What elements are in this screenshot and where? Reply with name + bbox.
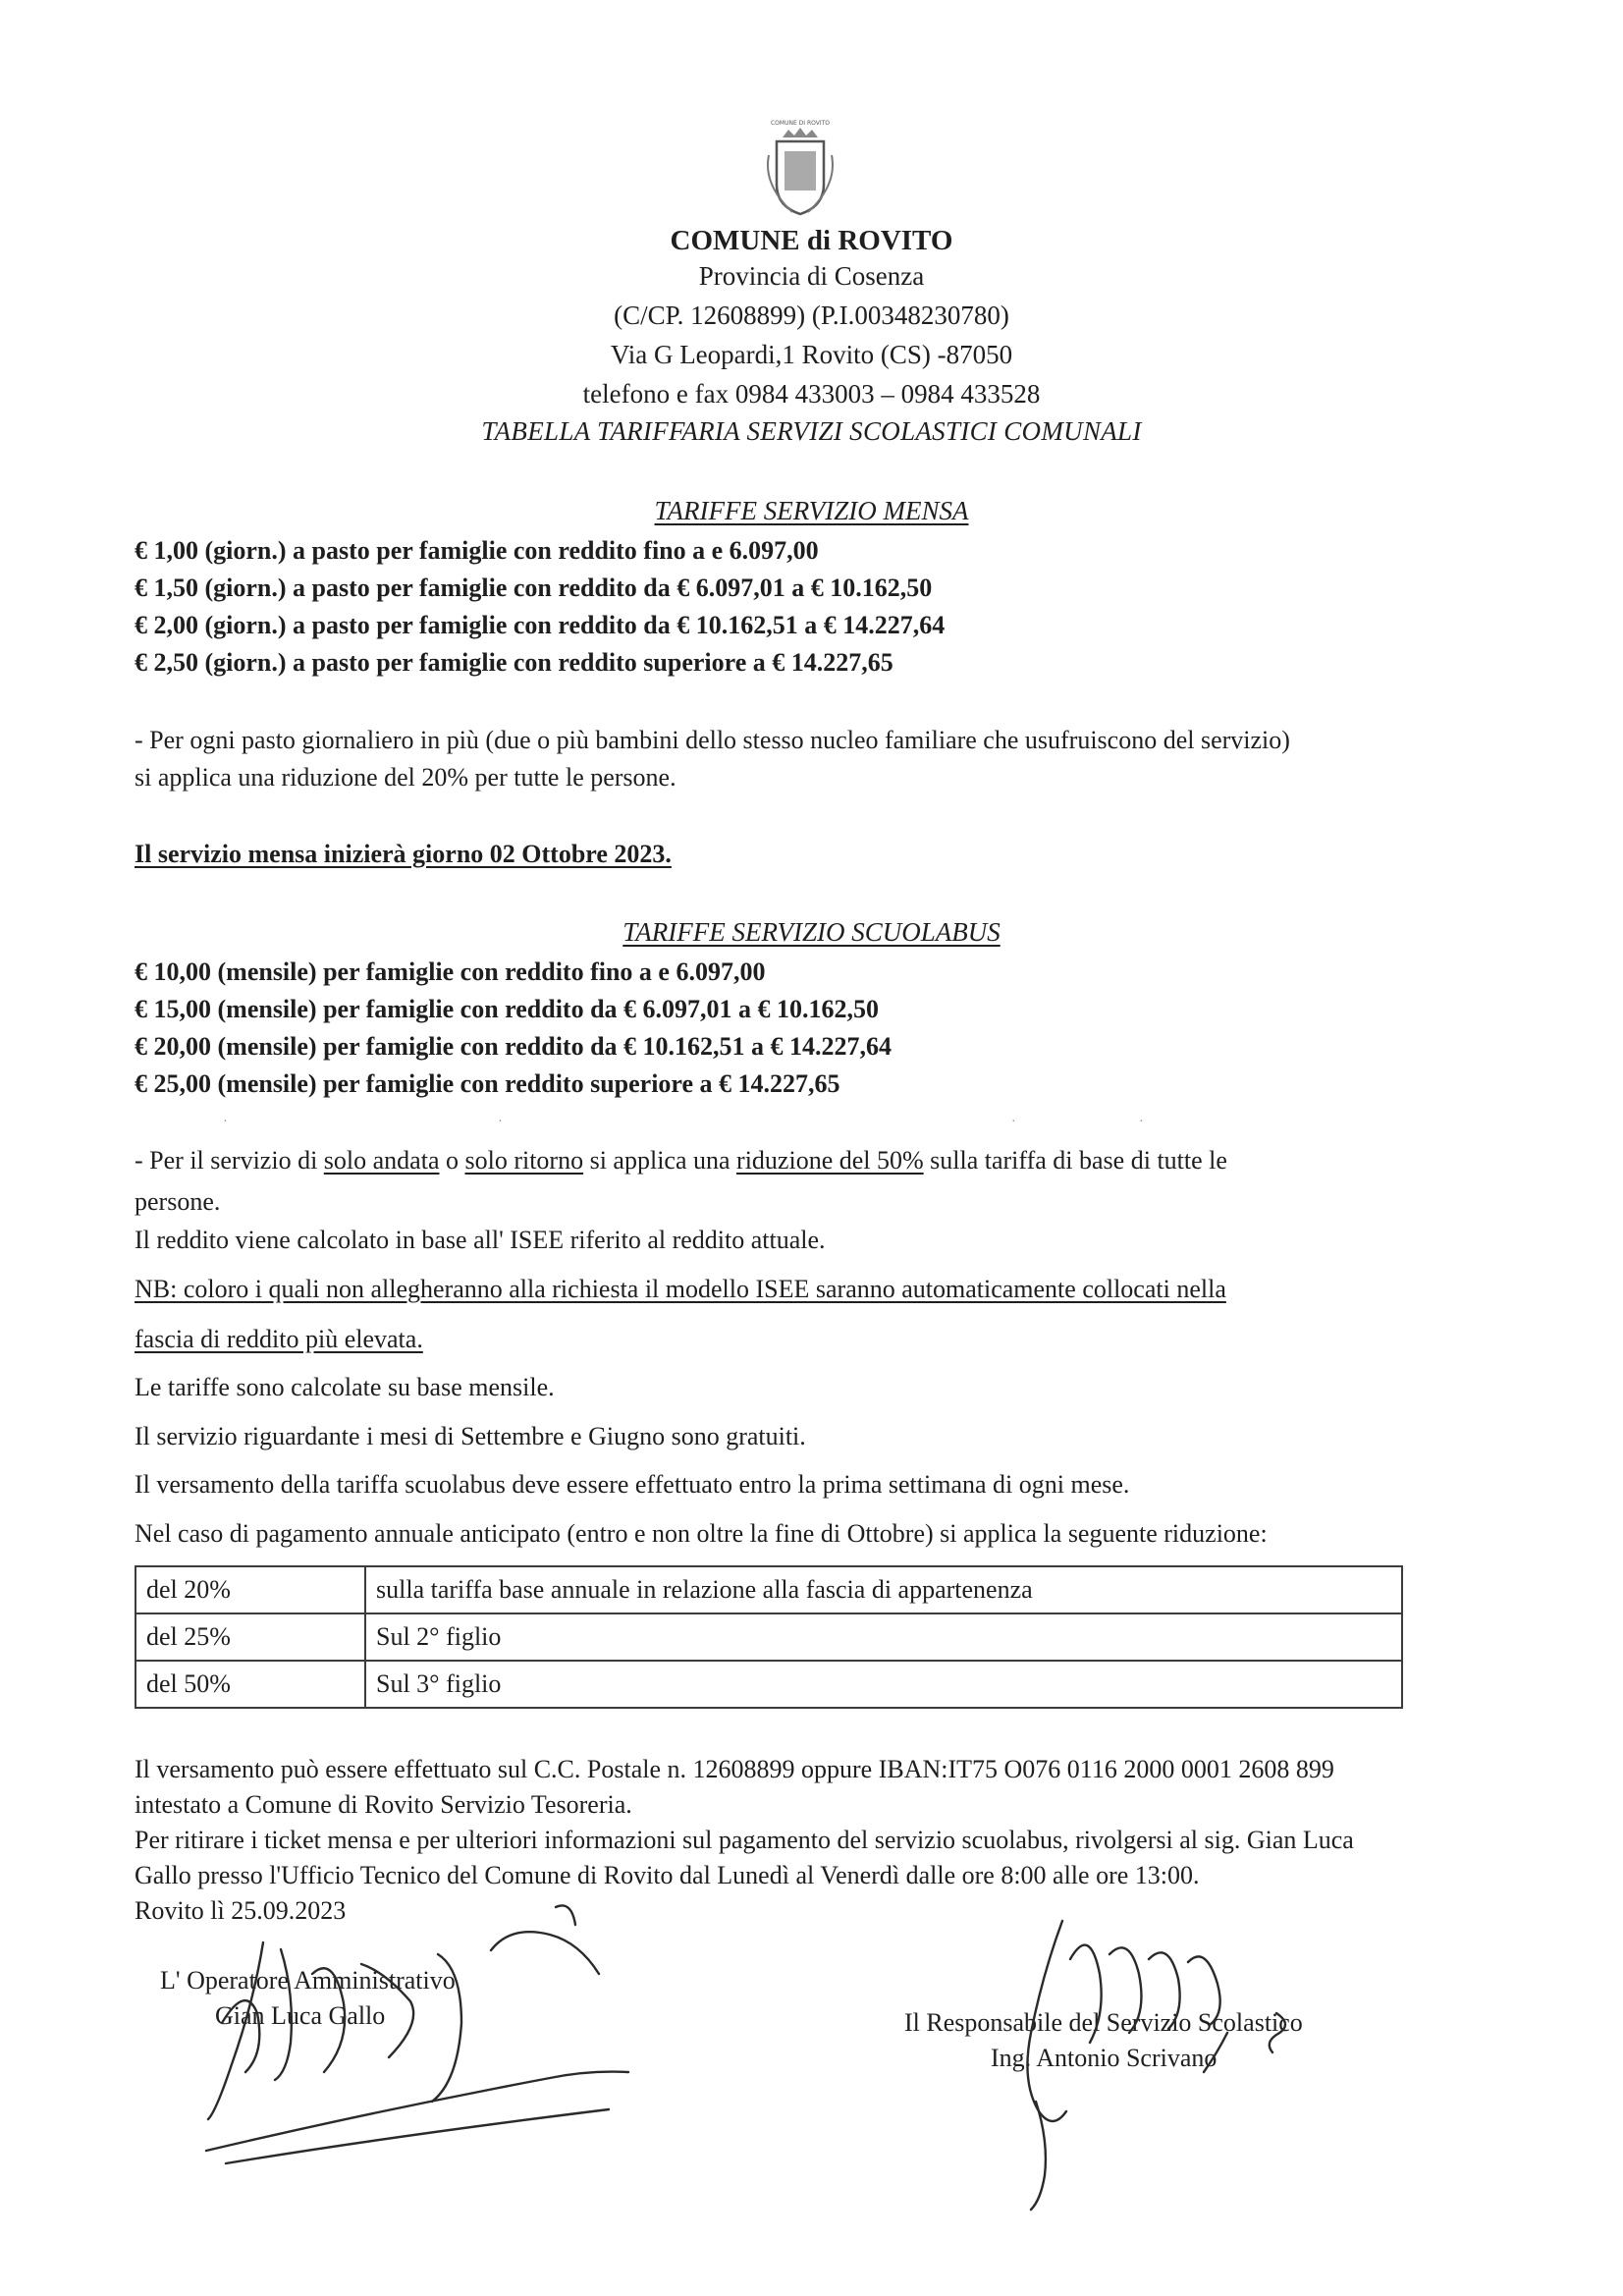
table-row	[135, 1661, 1402, 1708]
payment-info: Il versamento può essere effettuato sul C.C. Postale n. 12608899 oppure IBAN:IT75 O076 0116 2000 0001 2608 899	[135, 1755, 1334, 1783]
reduction-percent: del 25%	[135, 1613, 365, 1661]
scuolabus-rate: € 10,00 (mensile) per famiglie con reddito fino a e 6.097,00	[135, 957, 766, 986]
right-signatory-name: Ing. Antonio Scrivano	[991, 2044, 1217, 2072]
page-title: COMUNE di ROVITO	[670, 225, 953, 256]
free-months-note: Il servizio riguardante i mesi di Settembre e Giugno sono gratuiti.	[135, 1422, 806, 1450]
municipal-crest-icon	[753, 116, 847, 219]
address: Via G Leopardi,1 Rovito (CS) -87050	[610, 340, 1013, 369]
mensa-note: si applica una riduzione del 20% per tutte le persone.	[135, 763, 676, 792]
reduction-description: Sul 2° figlio	[365, 1613, 1402, 1661]
mensa-rate: € 2,50 (giorn.) a pasto per famiglie con reddito superiore a € 14.227,65	[135, 648, 893, 677]
mensa-title: TARIFFE SERVIZIO MENSA	[654, 496, 969, 525]
scuolabus-rate: € 20,00 (mensile) per famiglie con reddito da € 10.162,51 a € 14.227,64	[135, 1032, 893, 1061]
left-signature	[206, 1905, 628, 2163]
scan-speck: ·	[498, 1115, 503, 1129]
one-way-note: - Per il servizio di solo andata o solo ritorno si applica una riduzione del 50% sulla tariffa di base di tutte le	[135, 1146, 1227, 1175]
mensa-rate: € 1,50 (giorn.) a pasto per famiglie con reddito da € 6.097,01 a € 10.162,50	[135, 574, 933, 602]
nb-note-cont: fascia di reddito più elevata.	[135, 1325, 423, 1353]
reduction-description: Sul 3° figlio	[365, 1661, 1402, 1708]
reduction-percent: del 50%	[135, 1661, 365, 1708]
nb-note: NB: coloro i quali non allegheranno alla richiesta il modello ISEE saranno automaticamente collocati nella	[135, 1275, 1226, 1303]
isee-note: Il reddito viene calcolato in base all' ISEE riferito al reddito attuale.	[135, 1226, 826, 1254]
mensa-start-date: Il servizio mensa inizierà giorno 02 Ottobre 2023.	[135, 840, 672, 868]
scuolabus-title: TARIFFE SERVIZIO SCUOLABUS	[622, 917, 1001, 947]
tax-codes: (C/CP. 12608899) (P.I.00348230780)	[614, 301, 1009, 330]
scan-speck: ·	[1011, 1115, 1016, 1129]
scuolabus-rate: € 25,00 (mensile) per famiglie con reddito superiore a € 14.227,65	[135, 1069, 840, 1098]
document-subtitle: TABELLA TARIFFARIA SERVIZI SCOLASTICI COMUNALI	[481, 416, 1142, 446]
mensa-rate: € 2,00 (giorn.) a pasto per famiglie con reddito da € 10.162,51 a € 14.227,64	[135, 611, 946, 639]
payment-info: intestato a Comune di Rovito Servizio Tesoreria.	[135, 1790, 632, 1819]
payment-info: Gallo presso l'Ufficio Tecnico del Comune di Rovito dal Lunedì al Venerdì dalle ore 8:00 alle ore 13:00.	[135, 1861, 1200, 1889]
phone: telefono e fax 0984 433003 – 0984 433528	[582, 379, 1041, 409]
left-signatory-role: L' Operatore Amministrativo	[160, 1966, 456, 1995]
deadline-note: Il versamento della tariffa scuolabus deve essere effettuato entro la prima settimana di ogni mese.	[135, 1470, 1130, 1499]
monthly-note: Le tariffe sono calcolate su base mensile.	[135, 1373, 555, 1401]
reduction-percent: del 20%	[135, 1566, 365, 1613]
payment-info: Per ritirare i ticket mensa e per ulteriori informazioni sul pagamento del servizio scuolabus, rivolgersi al sig. Gian Luca	[135, 1826, 1354, 1854]
table-row	[135, 1566, 1402, 1613]
one-way-note-cont: persone.	[135, 1187, 221, 1216]
mensa-note: - Per ogni pasto giornaliero in più (due o più bambini dello stesso nucleo familiare che usufruiscono del servizio)	[135, 726, 1290, 754]
scan-speck: ·	[1139, 1115, 1144, 1129]
reduction-description: sulla tariffa base annuale in relazione alla fascia di appartenenza	[365, 1566, 1402, 1613]
annual-note: Nel caso di pagamento annuale anticipato (entro e non oltre la fine di Ottobre) si applica la seguente riduzione:	[135, 1519, 1268, 1548]
crest-caption: COMUNE DI ROVITO	[770, 120, 831, 127]
scan-speck: ·	[223, 1115, 228, 1129]
right-signatory-role: Il Responsabile del Servizio Scolastico	[904, 2008, 1303, 2037]
table-row	[135, 1613, 1402, 1661]
reduction-table	[135, 1565, 1403, 1709]
mensa-rate: € 1,00 (giorn.) a pasto per famiglie con reddito fino a e 6.097,00	[135, 536, 819, 565]
scuolabus-rate: € 15,00 (mensile) per famiglie con reddito da € 6.097,01 a € 10.162,50	[135, 995, 880, 1023]
document-date: Rovito lì 25.09.2023	[135, 1896, 347, 1925]
left-signatory-name: Gian Luca Gallo	[215, 2001, 386, 2030]
province: Provincia di Cosenza	[698, 261, 925, 291]
